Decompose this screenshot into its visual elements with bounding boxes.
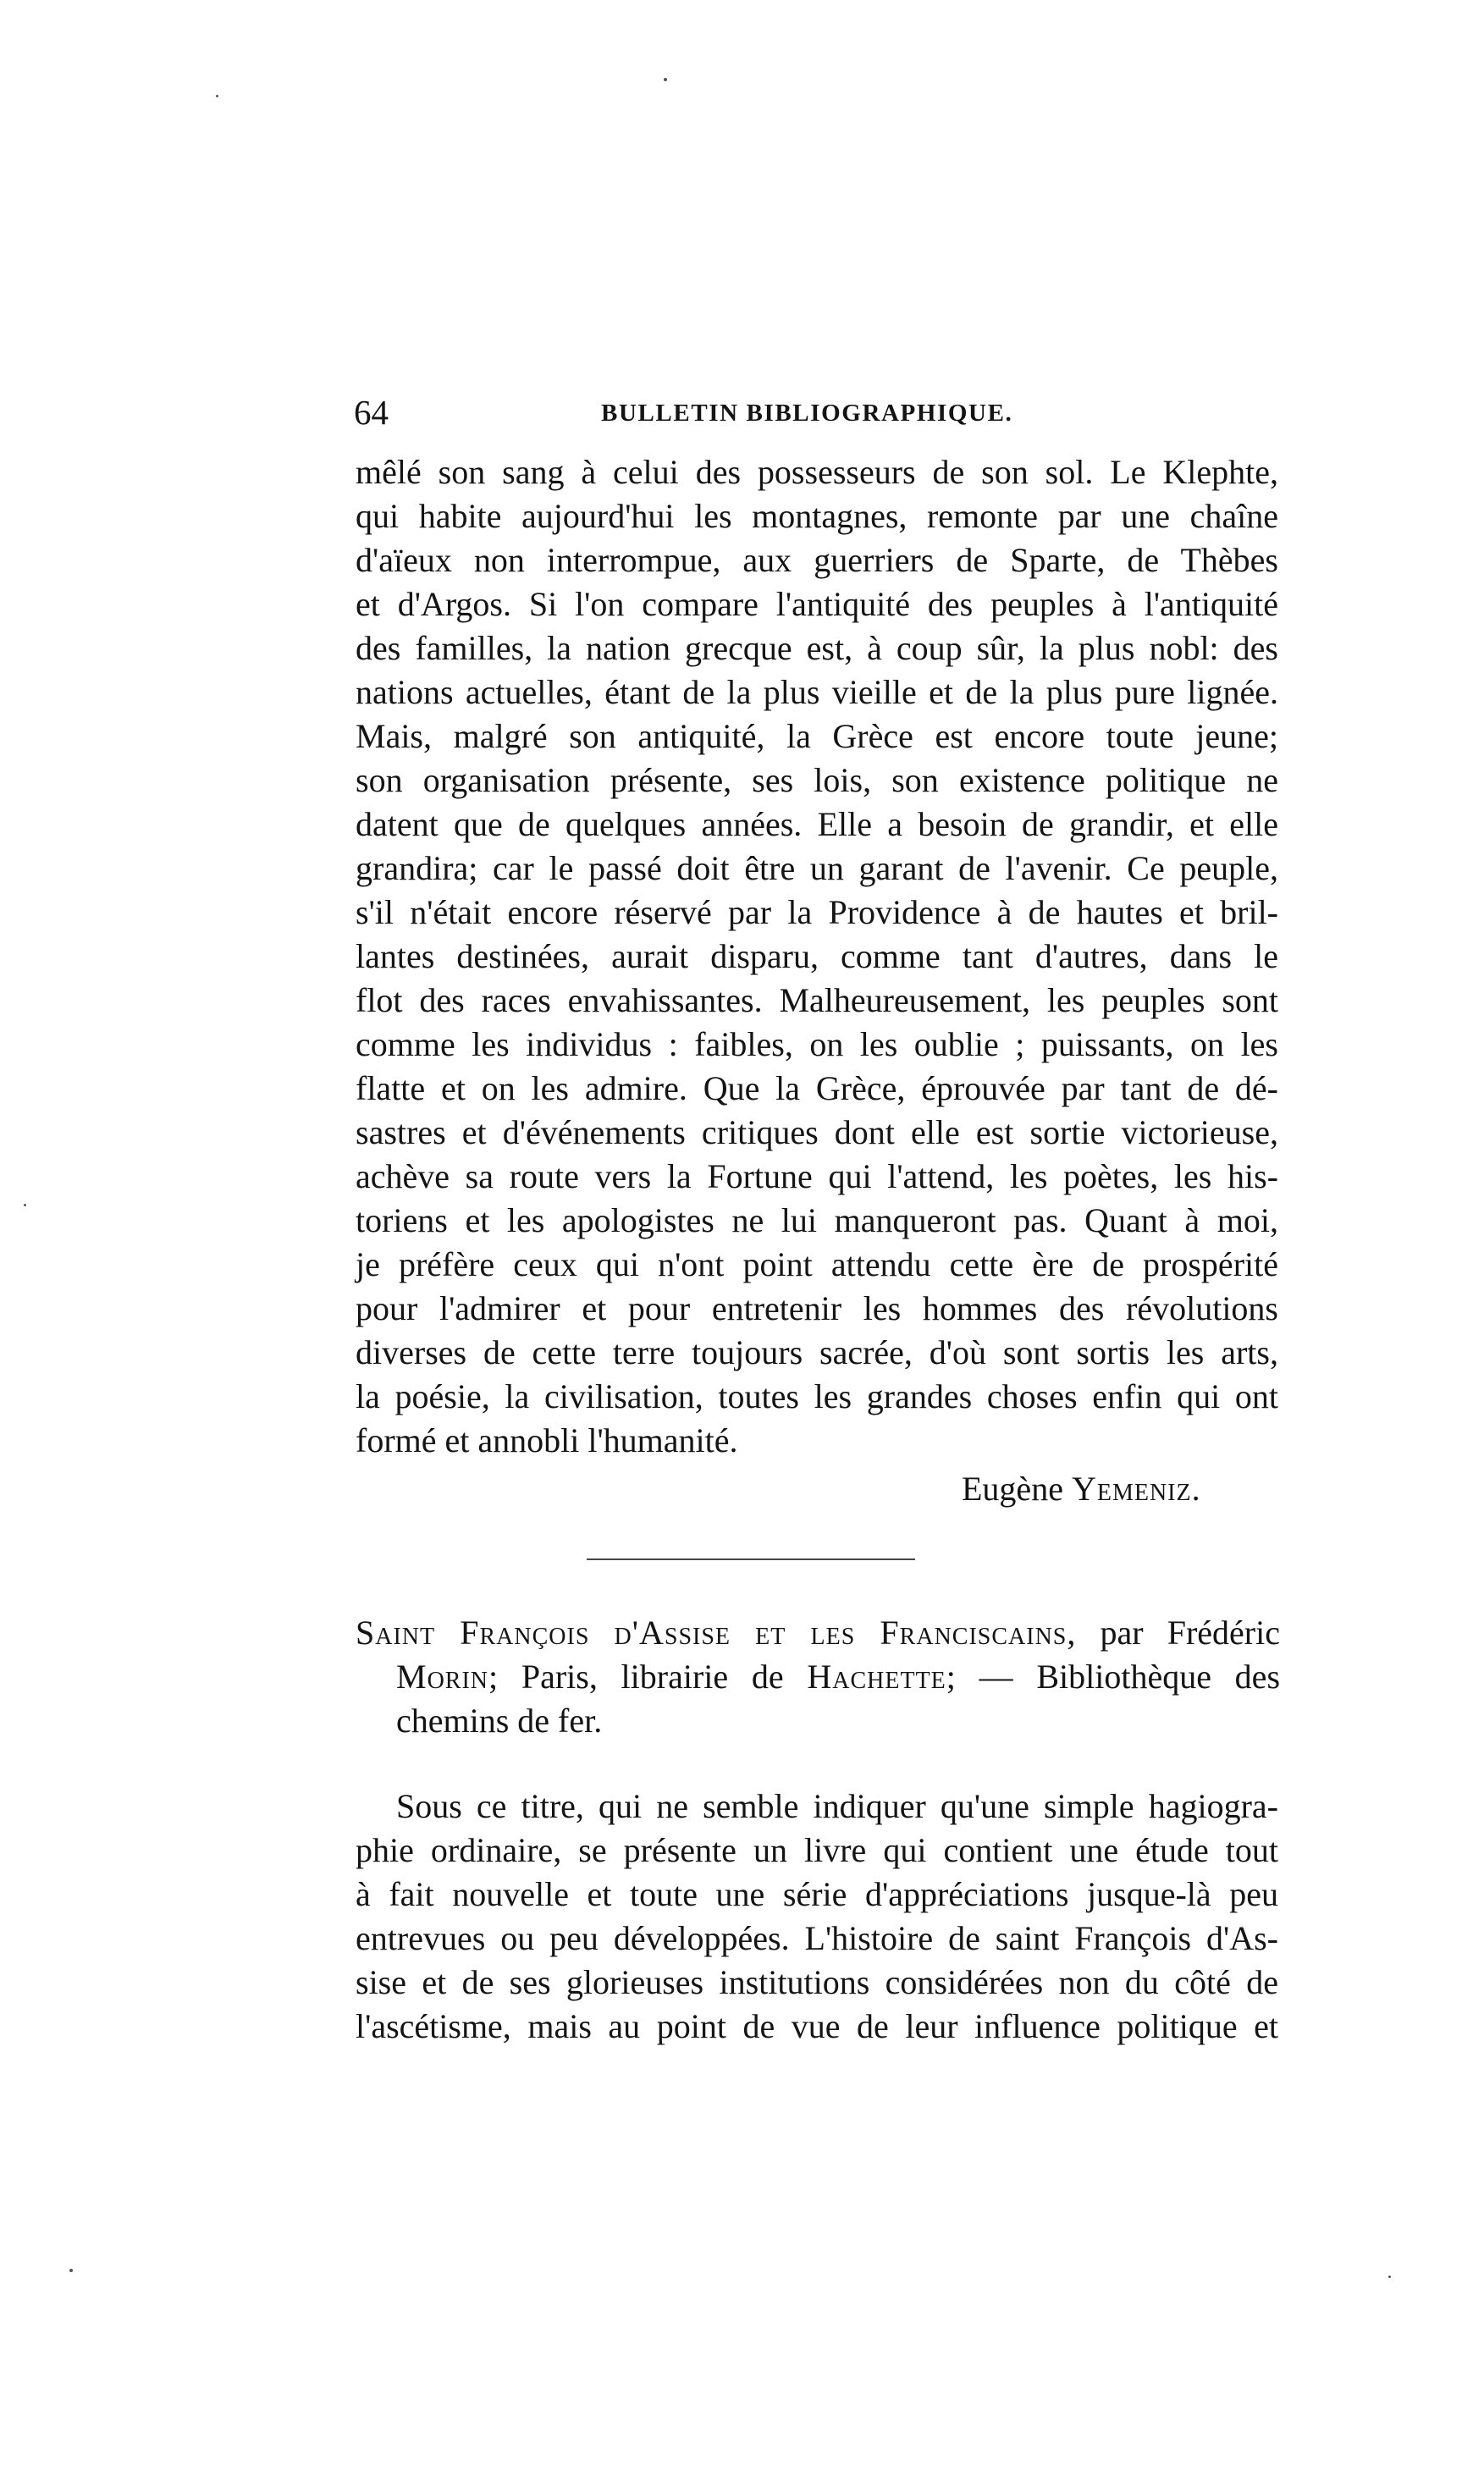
scan-speck [69, 2269, 73, 2272]
text-line: Mais, malgré son antiquité, la Grèce est encore toute jeune; [356, 717, 1278, 755]
text-line: et d'Argos. Si l'on compare l'antiquité des peuples à l'antiquité [356, 585, 1278, 623]
text-line: je préfère ceux qui n'ont point attendu cette ère de prospérité [356, 1245, 1278, 1283]
text-line: sastres et d'événements critiques dont elle est sortie victorieuse, [356, 1113, 1278, 1151]
text-line: grandira; car le passé doit être un garant de l'avenir. Ce peuple, [356, 849, 1278, 887]
text-line: formé et annobli l'humanité. [356, 1421, 738, 1459]
signature-surname: Yemeniz. [1071, 1470, 1201, 1508]
citation-line [396, 1656, 1280, 1698]
text-line: entrevues ou peu développées. L'histoire de saint François d'As- [356, 1919, 1278, 1957]
citation-text: par Frédéric [1100, 1614, 1280, 1652]
text-line: mêlé son sang à celui des possesseurs de son sol. Le Klephte, [356, 453, 1278, 491]
section-divider [587, 1558, 915, 1560]
text-line: qui habite aujourd'hui les montagnes, remonte par une chaîne [356, 497, 1278, 535]
text-line: flot des races envahissantes. Malheureusement, les peuples sont [356, 981, 1278, 1019]
text-line: phie ordinaire, se présente un livre qui contient une étude tout [356, 1831, 1278, 1869]
book-publisher: Hachette [807, 1658, 946, 1696]
text-line: comme les individus : faibles, on les oublie ; puissants, on les [356, 1025, 1278, 1063]
text-line: son organisation présente, ses lois, son existence politique ne [356, 761, 1278, 799]
book-author: Morin [396, 1658, 489, 1696]
text-line: l'ascétisme, mais au point de vue de leur influence politique et [356, 2007, 1278, 2045]
running-header [354, 391, 1281, 433]
text-line: la poésie, la civilisation, toutes les grandes choses enfin qui ont [356, 1377, 1278, 1415]
header-title: BULLETIN BIBLIOGRAPHIQUE. [601, 400, 1013, 427]
citation-text: ; Paris, librairie de [488, 1658, 784, 1696]
scan-speck [1388, 2276, 1391, 2278]
page-number: 64 [354, 393, 389, 432]
scan-speck [664, 78, 667, 81]
text-line: diverses de cette terre toujours sacrée, d'où sont sortis les arts, [356, 1333, 1278, 1371]
author-signature [962, 1468, 1201, 1510]
text-line: s'il n'était encore réservé par la Providence à de hautes et bril- [356, 893, 1278, 931]
signature-first-name: Eugène [962, 1470, 1063, 1508]
text-line: toriens et les apologistes ne lui manqueront pas. Quant à moi, [356, 1201, 1278, 1239]
citation-line: chemins de fer. [396, 1702, 603, 1740]
book-title: Saint François d'Assise et les Franciscains, [356, 1614, 1077, 1652]
citation-text: ; — Bibliothèque des [946, 1658, 1281, 1696]
text-line: pour l'admirer et pour entretenir les hommes des révolutions [356, 1289, 1278, 1327]
text-line: lantes destinées, aurait disparu, comme tant d'autres, dans le [356, 937, 1278, 975]
text-line: des familles, la nation grecque est, à coup sûr, la plus nobl: des [356, 629, 1278, 667]
scan-speck [216, 95, 218, 97]
text-line: datent que de quelques années. Elle a besoin de grandir, et elle [356, 805, 1278, 843]
text-line: à fait nouvelle et toute une série d'appréciations jusque-là peu [356, 1875, 1278, 1913]
text-line: Sous ce titre, qui ne semble indiquer qu'une simple hagiogra- [396, 1787, 1278, 1825]
scan-speck [24, 1204, 26, 1206]
text-line: d'aïeux non interrompue, aux guerriers de Sparte, de Thèbes [356, 541, 1278, 579]
text-line: sise et de ses glorieuses institutions considérées non du côté de [356, 1963, 1278, 2001]
text-line: flatte et on les admire. Que la Grèce, éprouvée par tant de dé- [356, 1069, 1278, 1107]
text-line: nations actuelles, étant de la plus vieille et de la plus pure lignée. [356, 673, 1278, 711]
citation-line [356, 1612, 1280, 1654]
text-line: achève sa route vers la Fortune qui l'attend, les poètes, les his- [356, 1157, 1278, 1195]
